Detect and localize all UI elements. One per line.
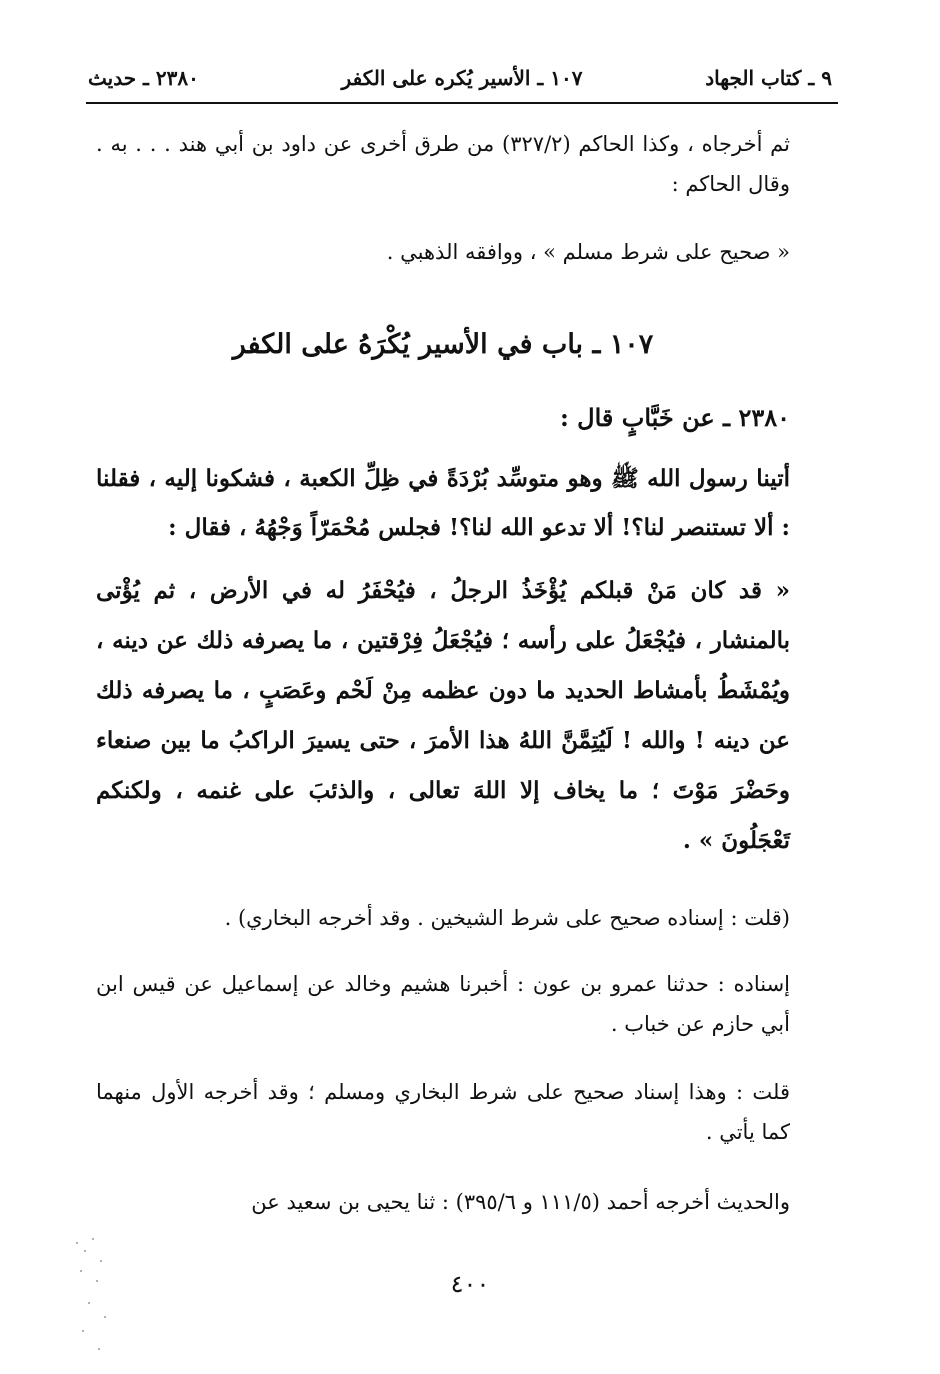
header-book-title: ٩ ـ كتاب الجهاد xyxy=(705,66,832,90)
continuation-line: والحديث أخرجه أحمد (١١١/٥ و ٣٩٥/٦) : ثنا يحيى بن سعيد عن xyxy=(251,1190,790,1214)
scan-noise xyxy=(70,1230,120,1370)
chapter-title: ١٠٧ ـ باب في الأسير يُكْرَهُ على الكفر xyxy=(232,329,654,360)
commentary-paragraph: قلت : وهذا إسناد صحيح على شرط البخاري ومسلم ؛ وقد أخرجه الأول منهما كما يأتي . xyxy=(96,1080,790,1144)
header-hadith-number: ٢٣٨٠ ـ حديث xyxy=(88,66,199,90)
hadith-intro: أتينا رسول الله ﷺ وهو متوسِّد بُرْدَةً في ظِلِّ الكعبة ، فشكونا إليه ، فقلنا : ألا تستنصر لنا؟! ألا تدعو الله لنا؟! فجلس مُحْمَرّاً وَجْهُهُ ، فقال : xyxy=(96,465,790,541)
page-number: ٤٠٠ xyxy=(450,1270,490,1298)
grading-note: (قلت : إسناده صحيح على شرط الشيخين . وقد أخرجه البخاري) . xyxy=(224,906,790,930)
hadith-number-line: ٢٣٨٠ ـ عن خَبَّابٍ قال : xyxy=(559,403,790,432)
isnad-paragraph: إسناده : حدثنا عمرو بن عون : أخبرنا هشيم وخالد عن إسماعيل عن قيس ابن أبي حازم عن خباب . xyxy=(96,972,790,1036)
intro-paragraph: ثم أخرجاه ، وكذا الحاكم (٣٢٧/٢) من طرق أخرى عن داود بن أبي هند . . . به . وقال الحاكم : xyxy=(96,132,790,196)
header-chapter-title: ١٠٧ ـ الأسير يُكره على الكفر xyxy=(341,66,583,90)
hadith-text: « قد كان مَنْ قبلكم يُؤْخَذُ الرجلُ ، فيُحْفَرُ له في الأرض ، ثم يُؤْتى بالمنشار ، فيُجْعَلُ على رأسه ؛ فيُجْعَلُ فِرْقتين ، ما يصرفه ذلك عن دينه ، ويُمْشَطُ بأمشاط الحديد ما دون عظمه مِنْ لَحْم وعَصَبٍ ، ما يصرفه ذلك عن دينه ! والله ! لَيُتِمَّنَّ اللهُ هذا الأمرَ ، حتى يسيرَ الراكبُ ما بين صنعاء وحَضْرَ مَوْتَ ؛ ما يخاف إلا اللهَ تعالى ، والذئبَ على غنمه ، ولكنكم تَعْجَلُونَ » . xyxy=(96,577,790,854)
running-header xyxy=(86,56,838,104)
intro-quote: « صحيح على شرط مسلم » ، ووافقه الذهبي . xyxy=(386,240,790,264)
